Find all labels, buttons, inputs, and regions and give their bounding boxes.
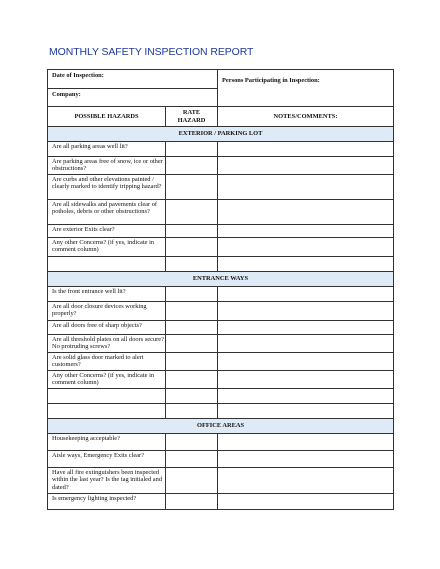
hazard-question: Are solid glass door marked to alert customers? — [48, 353, 166, 371]
table-row — [48, 321, 394, 335]
rate-cell[interactable] — [166, 434, 218, 451]
persons-label: Persons Participating in Inspection: — [222, 77, 320, 84]
table-row — [48, 200, 394, 225]
hazard-question: Are all doors free of sharp objects? — [48, 321, 166, 335]
comment-cell[interactable] — [218, 451, 394, 468]
table-row — [48, 371, 394, 389]
hazard-question: Have all fire extinguishers been inspected within the last year? Is the tag initialed and dated? — [48, 468, 166, 494]
comment-cell[interactable] — [218, 321, 394, 335]
hazard-question: Are all threshold plates on all doors secure? No protruding screws? — [48, 335, 166, 353]
table-row — [48, 468, 394, 494]
hazard-question: Aisle ways, Emergency Exits clear? — [48, 451, 166, 468]
comment-cell[interactable] — [218, 389, 394, 404]
section-title: EXTERIOR / PARKING LOT — [48, 127, 394, 142]
date-field[interactable] — [48, 70, 218, 89]
hazard-question: Are all sidewalks and pavements clear of potholes, debris or other obstructions? — [48, 200, 166, 225]
hazard-question: Are all parking areas well lit? — [48, 142, 166, 157]
rate-cell[interactable] — [166, 451, 218, 468]
comment-cell[interactable] — [218, 142, 394, 157]
table-row — [48, 157, 394, 175]
table-row — [48, 302, 394, 321]
comment-cell[interactable] — [218, 353, 394, 371]
col-hazards-header: POSSIBLE HAZARDS — [48, 107, 166, 127]
comment-cell[interactable] — [218, 200, 394, 225]
report-title: MONTHLY SAFETY INSPECTION REPORT — [49, 46, 254, 58]
rate-cell[interactable] — [166, 353, 218, 371]
table-row — [48, 434, 394, 451]
comment-cell[interactable] — [218, 257, 394, 272]
table-row — [48, 389, 394, 404]
rate-cell[interactable] — [166, 468, 218, 494]
hazard-question: Is emergency lighting inspected? — [48, 494, 166, 510]
hazard-question[interactable] — [48, 404, 166, 419]
comment-cell[interactable] — [218, 238, 394, 257]
section-header-row — [48, 127, 394, 142]
table-row — [48, 451, 394, 468]
rate-cell[interactable] — [166, 257, 218, 272]
hazard-question: Is the front entrance well lit? — [48, 287, 166, 302]
comment-cell[interactable] — [218, 404, 394, 419]
rate-cell[interactable] — [166, 494, 218, 510]
rate-cell[interactable] — [166, 238, 218, 257]
column-header-row — [48, 107, 394, 127]
table-row — [48, 225, 394, 238]
comment-cell[interactable] — [218, 468, 394, 494]
table-row — [48, 404, 394, 419]
rate-cell[interactable] — [166, 302, 218, 321]
table-row — [48, 142, 394, 157]
hazard-question[interactable] — [48, 389, 166, 404]
hazard-question: Housekeeping acceptable? — [48, 434, 166, 451]
rate-cell[interactable] — [166, 175, 218, 200]
hazard-question: Are exterior Exits clear? — [48, 225, 166, 238]
date-label: Date of Inspection: — [52, 72, 104, 79]
comment-cell[interactable] — [218, 434, 394, 451]
col-rate-line2: HAZARD — [177, 116, 206, 124]
table-row — [48, 175, 394, 200]
comment-cell[interactable] — [218, 175, 394, 200]
col-rate-header — [166, 107, 218, 127]
comment-cell[interactable] — [218, 302, 394, 321]
rate-cell[interactable] — [166, 157, 218, 175]
rate-cell[interactable] — [166, 389, 218, 404]
rate-cell[interactable] — [166, 321, 218, 335]
hazard-question: Are curbs and other elevations painted / clearly marked to identify tripping hazard? — [48, 175, 166, 200]
section-header-row — [48, 272, 394, 287]
company-field[interactable] — [48, 89, 218, 107]
rate-cell[interactable] — [166, 335, 218, 353]
comment-cell[interactable] — [218, 335, 394, 353]
rate-cell[interactable] — [166, 225, 218, 238]
hazard-question: Any other Concerns? (if yes, indicate in comment column) — [48, 371, 166, 389]
section-header-row — [48, 419, 394, 434]
table-row — [48, 287, 394, 302]
company-label: Company: — [52, 91, 81, 98]
hazard-question: Any other Concerns? (if yes, indicate in comment column) — [48, 238, 166, 257]
table-row — [48, 257, 394, 272]
comment-cell[interactable] — [218, 371, 394, 389]
section-title: OFFICE AREAS — [48, 419, 394, 434]
inspection-form-table — [47, 69, 394, 510]
persons-field[interactable] — [218, 70, 394, 107]
hazard-question[interactable] — [48, 257, 166, 272]
hazard-question: Are all door closure devices working properly? — [48, 302, 166, 321]
section-title: ENTRANCE WAYS — [48, 272, 394, 287]
table-row — [48, 494, 394, 510]
comment-cell[interactable] — [218, 157, 394, 175]
rate-cell[interactable] — [166, 287, 218, 302]
comment-cell[interactable] — [218, 225, 394, 238]
table-row — [48, 238, 394, 257]
rate-cell[interactable] — [166, 200, 218, 225]
date-row — [48, 70, 394, 89]
table-row — [48, 335, 394, 353]
rate-cell[interactable] — [166, 371, 218, 389]
col-rate-line1: RATE — [182, 109, 201, 117]
hazard-question: Are parking areas free of snow, ice or other obstructions? — [48, 157, 166, 175]
col-notes-header: NOTES/COMMENTS: — [218, 107, 394, 127]
comment-cell[interactable] — [218, 287, 394, 302]
rate-cell[interactable] — [166, 142, 218, 157]
table-row — [48, 353, 394, 371]
comment-cell[interactable] — [218, 494, 394, 510]
rate-cell[interactable] — [166, 404, 218, 419]
